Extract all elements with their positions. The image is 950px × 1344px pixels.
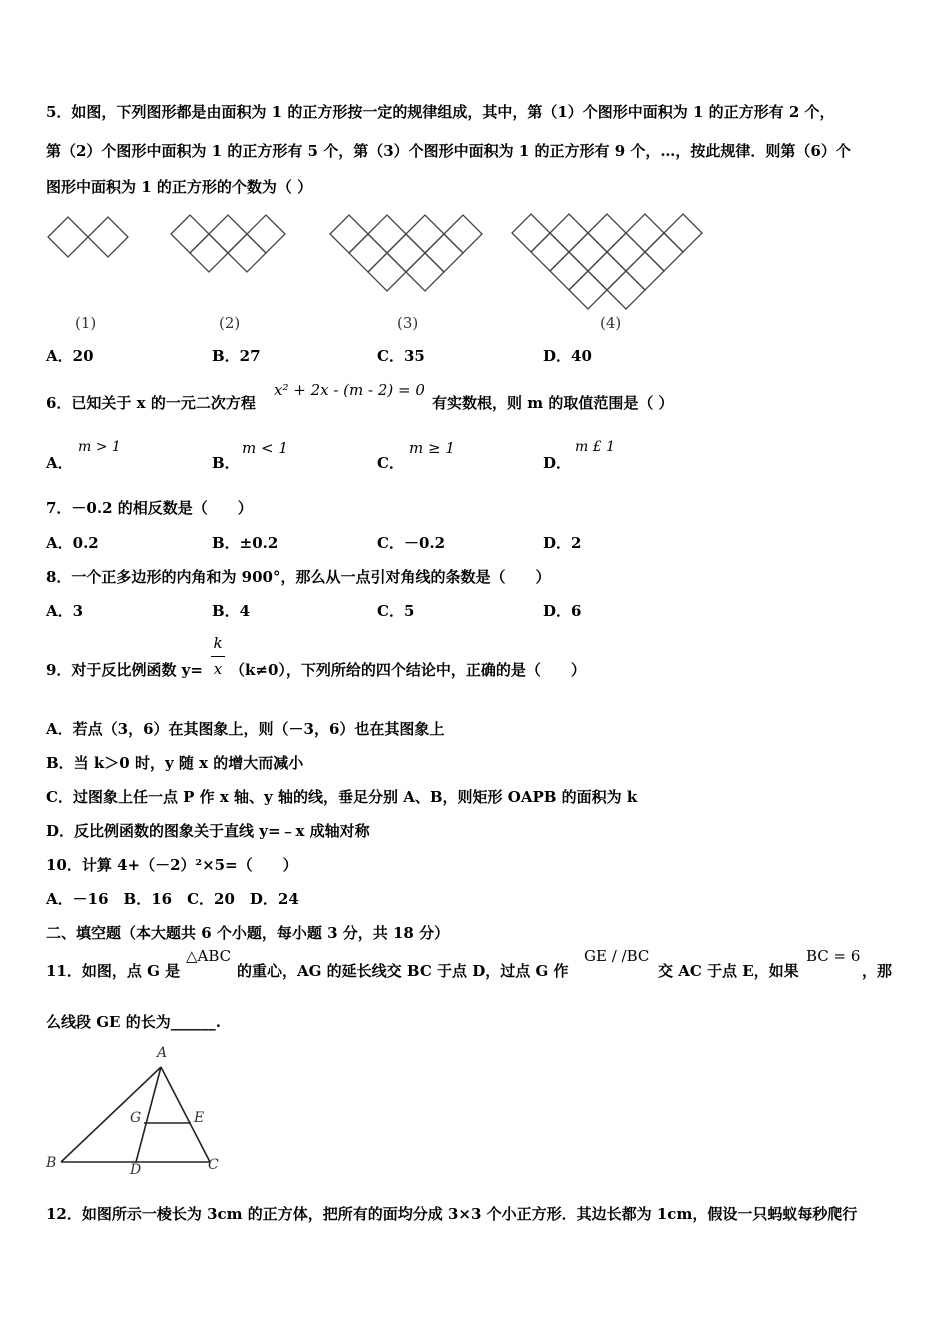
q11-label-e: E xyxy=(194,1110,205,1126)
q5-square-figures xyxy=(0,205,950,325)
q10-stem: 10．计算 4+（－2）²×5=（ ） xyxy=(46,856,298,874)
q9-option-d: D．反比例函数的图象关于直线 y=﹣x 成轴对称 xyxy=(46,822,370,840)
q8-option-d: D．6 xyxy=(543,602,582,620)
q6-equation: x² + 2x - (m - 2) = 0 xyxy=(274,381,425,399)
q11-label-c: C xyxy=(208,1157,219,1173)
q7-option-a: A．0.2 xyxy=(46,534,99,552)
q6-option-c-letter: C． xyxy=(377,454,404,472)
q11-bc-equals-6: BC = 6 xyxy=(806,947,861,965)
q11-part4: ，那 xyxy=(862,962,893,980)
q11-label-b: B xyxy=(46,1155,57,1171)
q6-option-b-letter: B． xyxy=(212,454,240,472)
q11-part2: 的重心，AG 的延长线交 BC 于点 D，过点 G 作 xyxy=(237,962,569,980)
q12-line1: 12．如图所示一棱长为 3cm 的正方体，把所有的面均分成 3×3 个小正方形．其边长都为 1cm，假设一只蚂蚁每秒爬行 xyxy=(46,1205,858,1223)
q7-option-c: C．－0.2 xyxy=(377,534,446,552)
q5-option-a: A．20 xyxy=(46,347,94,365)
q6-option-d-math: m £ 1 xyxy=(575,439,615,455)
q11-segment-ab xyxy=(61,1067,161,1162)
q6-option-a-math: m > 1 xyxy=(78,439,121,455)
q11-label-g: G xyxy=(130,1110,142,1126)
q6-option-c-math: m ≥ 1 xyxy=(409,439,455,457)
q6-suffix: 有实数根，则 m 的取值范围是（ ） xyxy=(432,394,674,412)
q5-figure-2 xyxy=(171,215,285,272)
q5-option-b: B．27 xyxy=(212,347,261,365)
q5-figure-2-label: (2) xyxy=(219,314,241,332)
q11-ge-parallel-bc: GE / /BC xyxy=(584,947,650,965)
q5-line2: 第（2）个图形中面积为 1 的正方形有 5 个，第（3）个图形中面积为 1 的正方形有 9 个，…，按此规律．则第（6）个 xyxy=(46,142,851,160)
q8-stem: 8．一个正多边形的内角和为 900°，那么从一点引对角线的条数是（ ） xyxy=(46,568,551,586)
q9-frac-bar xyxy=(211,656,225,657)
q8-option-c: C．5 xyxy=(377,602,415,620)
q7-option-d: D．2 xyxy=(543,534,582,552)
q5-line3: 图形中面积为 1 的正方形的个数为（ ） xyxy=(46,178,313,196)
q11-triangle-abc: △ABC xyxy=(186,947,232,965)
q6-option-a-letter: A． xyxy=(46,454,73,472)
q5-figure-1 xyxy=(48,217,128,257)
q9-frac-numerator: k xyxy=(213,634,223,652)
q11-label-a: A xyxy=(157,1045,168,1061)
q5-figure-4 xyxy=(512,214,702,309)
q5-figure-3 xyxy=(330,215,482,291)
q9-option-c: C．过图象上任一点 P 作 x 轴、y 轴的线，垂足分别 A、B，则矩形 OAPB 的面积为 k xyxy=(46,788,638,806)
q10-options: A．－16 B．16 C．20 D．24 xyxy=(46,890,299,908)
q9-frac-denominator: x xyxy=(213,660,223,678)
q9-option-b: B．当 k＞0 时，y 随 x 的增大而减小 xyxy=(46,754,304,772)
q5-figure-3-label: (3) xyxy=(397,314,419,332)
q9-option-a: A．若点（3，6）在其图象上，则（－3，6）也在其图象上 xyxy=(46,720,445,738)
q9-prefix: 9．对于反比例函数 y= xyxy=(46,661,203,679)
q8-option-a: A．3 xyxy=(46,602,84,620)
q11-line2: 么线段 GE 的长为______. xyxy=(46,1013,221,1031)
q11-part1: 11．如图，点 G 是 xyxy=(46,962,181,980)
q5-figure-4-label: (4) xyxy=(600,314,622,332)
q5-option-c: C．35 xyxy=(377,347,425,365)
q5-option-d: D．40 xyxy=(543,347,592,365)
q6-option-d-letter: D． xyxy=(543,454,572,472)
q11-part3: 交 AC 于点 E，如果 xyxy=(658,962,799,980)
q7-option-b: B．±0.2 xyxy=(212,534,279,552)
q5-line1: 5．如图，下列图形都是由面积为 1 的正方形按一定的规律组成，其中，第（1）个图形中面积为 1 的正方形有 2 个， xyxy=(46,103,835,121)
q7-stem: 7．－0.2 的相反数是（ ） xyxy=(46,499,253,517)
q8-option-b: B．4 xyxy=(212,602,251,620)
q11-label-d: D xyxy=(130,1162,142,1178)
section-2-heading: 二、填空题（本大题共 6 个小题，每小题 3 分，共 18 分） xyxy=(46,924,450,942)
q9-suffix: （k≠0），下列所给的四个结论中，正确的是（ ） xyxy=(230,661,586,679)
q6-option-b-math: m < 1 xyxy=(242,439,288,457)
q5-figure-1-label: (1) xyxy=(75,314,97,332)
q6-prefix: 6．已知关于 x 的一元二次方程 xyxy=(46,394,256,412)
